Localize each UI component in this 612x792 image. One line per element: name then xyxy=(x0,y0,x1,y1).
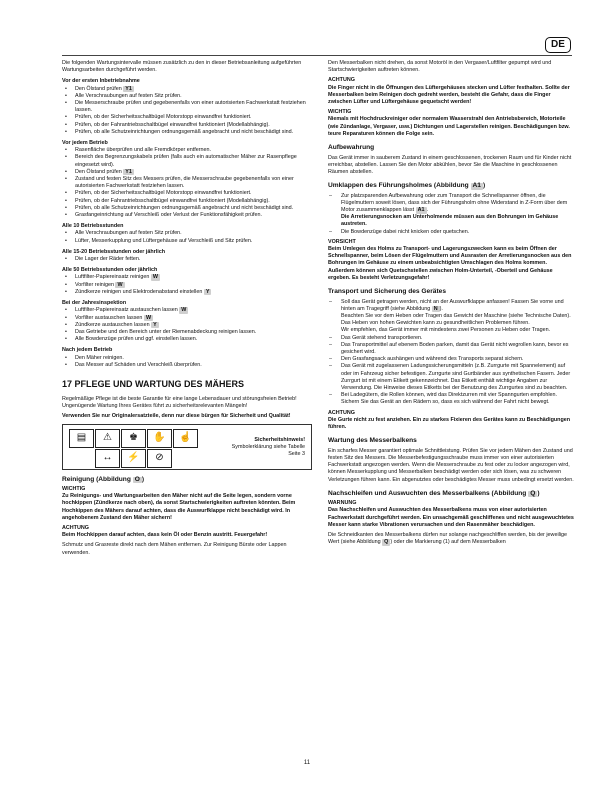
right-column xyxy=(328,60,574,549)
important-label: WICHTIG xyxy=(328,109,352,116)
figure-tag: Q xyxy=(530,489,536,497)
list-item: – Den Grasfangsack aushängen und während des Transports separat sichern. xyxy=(328,356,574,363)
list-item: • Prüfen, ob der Sicherheitsschaltbügel Motorstopp einwandfrei funktioniert. xyxy=(62,190,312,197)
section-50h-title: Alle 50 Betriebsstunden oder jährlich xyxy=(62,267,158,274)
cleaning-title: Reinigung (Abbildung O ) xyxy=(62,475,145,483)
fold-handle-title: Umklappen des Führungsholmes (Abbildung A1 ) xyxy=(328,182,486,190)
list-item: • Rasenfläche überprüfen und alle Fremdkörper entfernen. xyxy=(62,147,312,154)
caution-text: Beim Umlegen des Holms zu Transport- und Lagerungszwecken kann es beim Öffnen der Schnellspanner, beim Lösen der Flügelmuttern und Ausrasten der Arretierungsnocken aus den Bohrungen im Gehäuse zu einem unbeabsichtigten Umschlagen des Holms kommen. Außerdem können sich Quetschstellen zwischen Holm-Unterteil, -Oberteil und Gehäuse ergeben. Es besteht Verletzungsgefahr! xyxy=(328,246,572,281)
section-15-20h-title: Alle 15-20 Betriebsstunden oder jährlich xyxy=(62,248,166,255)
cleaning-text: Schmutz und Grasreste direkt nach dem Mähen entfernen. Zur Reinigung Bürste oder Lappen verwenden. xyxy=(62,542,287,556)
list-item: • Den Ölstand prüfen Y1 xyxy=(62,86,312,93)
person-hazard-icon: ♚ xyxy=(121,429,146,448)
50h-list xyxy=(62,274,312,296)
figure-tag: Y1 xyxy=(125,168,132,175)
list-item: – Soll das Gerät getragen werden, nicht an der Auswurfklappe anfassen! Fassen Sie vorne und hinten am Tragegriff (siehe Abbildung N ). Beachten Sie vor dem Heben oder Tragen das Gewicht der Maschine (siehe Technische Daten). Das Heben von hohen Gewichten kann zu gesundheitlichen Problemen führen. Wir empfehlen, das Gerät immer mit mindestens zwei Personen zu Heben oder Tragen. xyxy=(328,299,574,335)
list-item: • Prüfen, ob der Sicherheitsschaltbügel Motorstopp einwandfrei funktioniert. xyxy=(62,114,312,121)
list-item: • Alle Bowdenzüge prüfen und ggf. einstellen lassen. xyxy=(62,336,312,343)
list-item: • Vorfilter austauschen lassen W xyxy=(62,315,312,322)
header-rule xyxy=(62,55,572,56)
after-each-list xyxy=(62,355,312,369)
sharpening-text: Die Schneidkanten des Messerbalkens dürfen nur solange nachgeschliffen werden, bis der jeweilige Wert (siehe Abbildung Q ) oder die Markierung (1) auf dem Messerbalken xyxy=(328,532,568,546)
foot-blade-icon: ☝ xyxy=(173,429,198,448)
spark-plug-icon: ⚡ xyxy=(121,449,146,468)
list-item: • Luftfilter-Papiereinsatz reinigen W xyxy=(62,274,312,281)
list-item: • Alle Verschraubungen auf festen Sitz prüfen. xyxy=(62,230,312,237)
left-column xyxy=(62,60,312,560)
list-item: • Die Lager der Räder fetten. xyxy=(62,256,312,263)
original-parts-note: Verwenden Sie nur Originalersatzteile, denn nur diese bürgen für Sicherheit und Qualität! xyxy=(62,413,291,420)
list-item: • Prüfen, ob der Fahrantriebsschaltbügel einwandfrei funktioniert (Modellabhängig). xyxy=(62,122,312,129)
list-item: • Prüfen, ob alle Schutzeinrichtungen ordnungsgemäß angebracht und nicht beschädigt sind. xyxy=(62,129,312,136)
safety-icons-row xyxy=(69,429,198,448)
transport-title: Transport und Sicherung des Gerätes xyxy=(328,288,446,296)
safety-notice-text: Sicherheitshinweis! Symbolerklärung siehe Tabelle Seite 3 xyxy=(231,436,305,457)
important-text: Zu Reinigungs- und Wartungsarbeiten den Mäher nicht auf die Seite legen, sondern vorne hochkippen (Zündkerze nach oben), da sonst Startschwierigkeiten auftreten könnten. Beim Hochkippen des Mähers darauf achten, dass die Auswurfklappe nicht beschädigt wird. In angehobenem Zustand den Mäher sichern! xyxy=(62,493,296,521)
list-item: • Zündkerze austauschen lassen Y xyxy=(62,322,312,329)
list-item: • Grasfangeinrichtung auf Verschleiß oder Verlust der Funktionsfähigkeit prüfen. xyxy=(62,212,312,219)
list-item: – Zur platzsparenden Aufbewahrung oder zum Transport die Schnellspanner öffnen, die Flügelmuttern soweit lösen, dass sich der Führungsholm ohne Widerstand in Z-Form über dem Motor zusammenklappen lässt A1 . Die Arretierungsnocken am Unterholmende müssen aus den Bohrungen im Gehäuse austreten. xyxy=(328,193,574,229)
page-number: 11 xyxy=(303,760,311,766)
figure-tag: W xyxy=(152,274,158,281)
section-annual-title: Bei der Jahresinspektion xyxy=(62,300,127,307)
figure-tag: Y xyxy=(205,288,210,295)
section-before-each-title: Vor jedem Betrieb xyxy=(62,140,108,147)
blade-maintenance-text: Ein scharfes Messer garantiert optimale Schnittleistung. Prüfen Sie vor jedem Mähen den Zustand und festen Sitz des Messers. Die Messerbefestigungsschraube muss immer von einer autorisierten Fachwerkstatt angezogen werden. Wenn die Messerschraube zu fest oder zu locker angezogen wird, können Messerkupplung und Messerbalken beschädigt werden oder sich lösen, was zu schweren Verletzungen führen kann. Ein abgenutztes oder beschädigtes Messer muss unbedingt ersetzt werden. xyxy=(328,447,574,483)
figure-tag: N xyxy=(433,305,438,312)
figure-tag: W xyxy=(145,314,152,321)
chapter-intro: Regelmäßige Pflege ist die beste Garantie für eine lange Lebensdauer und störungsfreien Betrieb! Ungenügende Wartung Ihres Gerätes führt zu sicherheitsrelevanten Mängeln! xyxy=(62,395,297,410)
warning-label: WARNUNG xyxy=(328,500,357,507)
list-item: • Den Ölstand prüfen Y1 xyxy=(62,169,312,176)
no-children-icon: ⊘ xyxy=(147,449,172,468)
attention-label: ACHTUNG xyxy=(328,77,355,84)
attention-label: ACHTUNG xyxy=(328,409,355,416)
intro-text: Die folgenden Wartungsintervalle müssen zusätzlich zu den in dieser Betriebsanleitung aufgeführten Wartungsarbeiten durchgeführt werden. xyxy=(62,60,302,74)
section-after-each-title: Nach jedem Betrieb xyxy=(62,347,113,354)
list-item: • Zustand und festen Sitz des Messers prüfen, die Messerschraube gegebenenfalls von einer autorisierten Fachwerkstatt festziehen lassen. xyxy=(62,176,312,190)
10h-list xyxy=(62,230,312,244)
hand-blade-icon: ✋ xyxy=(147,429,172,448)
list-item: – Das Gerät mit zugelassenen Ladungssicherungsmitteln (z.B. Zurrgurte mit Spannelement) auf oder im Fahrzeug sicher befestigen. Zurrgurte sind Gurtbänder aus synthetischen Fasern. Jeder Zurrgurt ist mit einem Etikett gekennzeichnet. Das Etikett enthält wichtige Angaben zur Verwendung. Die Hinweise dieses Etiketts bei der Benutzung des Zurrgurtes sind zu beachten. xyxy=(328,363,574,392)
list-item: • Prüfen, ob alle Schutzeinrichtungen ordnungsgemäß angebracht und nicht beschädigt sind. xyxy=(62,205,312,212)
storage-text: Das Gerät immer in sauberem Zustand in einem geschlossenen, trockenen Raum und für Kinder nicht erreichbar, abstellen. Lassen Sie den Motor abkühlen, bevor Sie die Maschine in geschlossenen Räumen abstellen. xyxy=(328,154,572,175)
15-20h-list xyxy=(62,256,312,263)
figure-tag: O xyxy=(134,475,140,483)
list-item: • Luftfilter-Papiereinsatz austauschen lassen W xyxy=(62,307,312,314)
distance-icon: ↔ xyxy=(95,449,120,468)
warning-triangle-icon: ⚠ xyxy=(95,429,120,448)
list-item: • Alle Verschraubungen auf festen Sitz prüfen. xyxy=(62,93,312,100)
fold-handle-list xyxy=(328,193,574,236)
figure-tag: A1 xyxy=(472,182,481,190)
list-item: • Lüfter, Messerkupplung und Lüftergehäuse auf Verschleiß und Sitz prüfen. xyxy=(62,238,312,245)
caution-label: VORSICHT xyxy=(328,238,356,245)
manual-book-icon: ▤ xyxy=(69,429,94,448)
section-10h-title: Alle 10 Betriebsstunden xyxy=(62,223,124,230)
section-first-use-title: Vor der ersten Inbetriebnahme xyxy=(62,78,140,85)
transport-list xyxy=(328,299,574,407)
list-item: • Das Messer auf Schäden und Verschleiß überprüfen. xyxy=(62,362,312,369)
list-item: • Vorfilter reinigen W xyxy=(62,282,312,289)
figure-tag: Q xyxy=(384,539,389,546)
storage-title: Aufbewahrung xyxy=(328,144,375,152)
list-item: – Bei Ladegütern, die Rollen können, wird das Direktzurren mit vier Spanngurten empfohlen. Sichern Sie das Gerät an den Rädern so, dass es sich während der Fahrt nicht bewegt. xyxy=(328,392,574,406)
figure-tag: W xyxy=(181,307,187,314)
attention-text: Die Gurte nicht zu fest anziehen. Ein zu starkes Fixieren des Gerätes kann zu Beschädigungen führen. xyxy=(328,416,571,431)
figure-tag: Y xyxy=(153,321,157,328)
list-item: • Zündkerze reinigen und Elektrodenabstand einstellen Y xyxy=(62,289,312,296)
list-item: • Das Getriebe und den Bereich unter der Riemenabdeckung reinigen lassen. xyxy=(62,329,312,336)
attention-text: Die Finger nicht in die Öffnungen des Lüftergehäuses stecken und Lüfter festhalten. Sollte der Messerbalken beim Reinigen doch gedreht werden, besteht die Gefahr, dass die Finger zwischen Lüfter und Lüftergehäuse gequetscht werden! xyxy=(328,84,570,106)
attention-text: Beim Hochkippen darauf achten, dass kein Öl oder Benzin austritt. Feuergefahr! xyxy=(62,532,268,539)
safety-notice-box xyxy=(62,424,312,470)
important-label: WICHTIG xyxy=(62,486,86,493)
figure-tag: W xyxy=(117,281,123,288)
important-text: Niemals mit Hochdruckreiniger oder normalem Wasserstrahl den Antriebsbereich, Motorteile (wie Zündanlage, Vergaser, usw.) Dichtungen und Lagerstellen reinigen. Beschädigungen bzw. teure Reparaturen können die Folge sein. xyxy=(328,116,570,137)
sharpening-title: Nachschleifen und Auswuchten des Messerbalkens (Abbildung Q ) xyxy=(328,489,540,497)
list-item: • Den Mäher reinigen. xyxy=(62,355,312,362)
figure-tag: Y1 xyxy=(125,85,132,92)
blade-maintenance-title: Wartung des Messerbalkens xyxy=(328,437,417,445)
safety-icons-row-2 xyxy=(95,449,172,468)
list-item: • Die Messerschraube prüfen und gegebenenfalls von einer autorisierten Fachwerkstatt festziehen lassen. xyxy=(62,100,312,114)
attention-label: ACHTUNG xyxy=(62,525,89,532)
chapter-title: 17 PFLEGE UND WARTUNG DES MÄHERS xyxy=(62,378,245,389)
list-item: – Das Transportmittel auf ebenem Boden parken, damit das Gerät nicht wegrollen kann, bevor es gesichert wird. xyxy=(328,342,574,356)
list-item: • Prüfen, ob der Fahrantriebsschaltbügel einwandfrei funktioniert (Modellabhängig). xyxy=(62,198,312,205)
list-item: – Das Gerät stehend transportieren. xyxy=(328,335,574,342)
warning-text: Das Nachschleifen und Auswuchten des Messerbalkens muss von einer autorisierten Fachwerkstatt durchgeführt werden. Ein unsachgemäß geschliffenes und nicht ausgewuchtetes Messer kann starke Vibrationen verursachen und den Rasenmäher beschädigen. xyxy=(328,507,574,528)
before-each-list xyxy=(62,147,312,219)
language-badge: DE xyxy=(545,37,571,53)
figure-tag: A1 xyxy=(417,207,425,214)
list-item: – Die Bowdenzüge dabei nicht knicken oder quetschen. xyxy=(328,229,574,236)
list-item: • Bereich des Begrenzungskabels prüfen (falls auch ein automatischer Mäher zur Rasenpflege eingesetzt wird). xyxy=(62,154,312,168)
first-use-list xyxy=(62,86,312,136)
annual-list xyxy=(62,307,312,343)
blade-rotation-text: Den Messerbalken nicht drehen, da sonst Motoröl in den Vergaser/Luftfilter gepumpt wird und Startschwierigkeiten auftreten können. xyxy=(328,60,552,74)
